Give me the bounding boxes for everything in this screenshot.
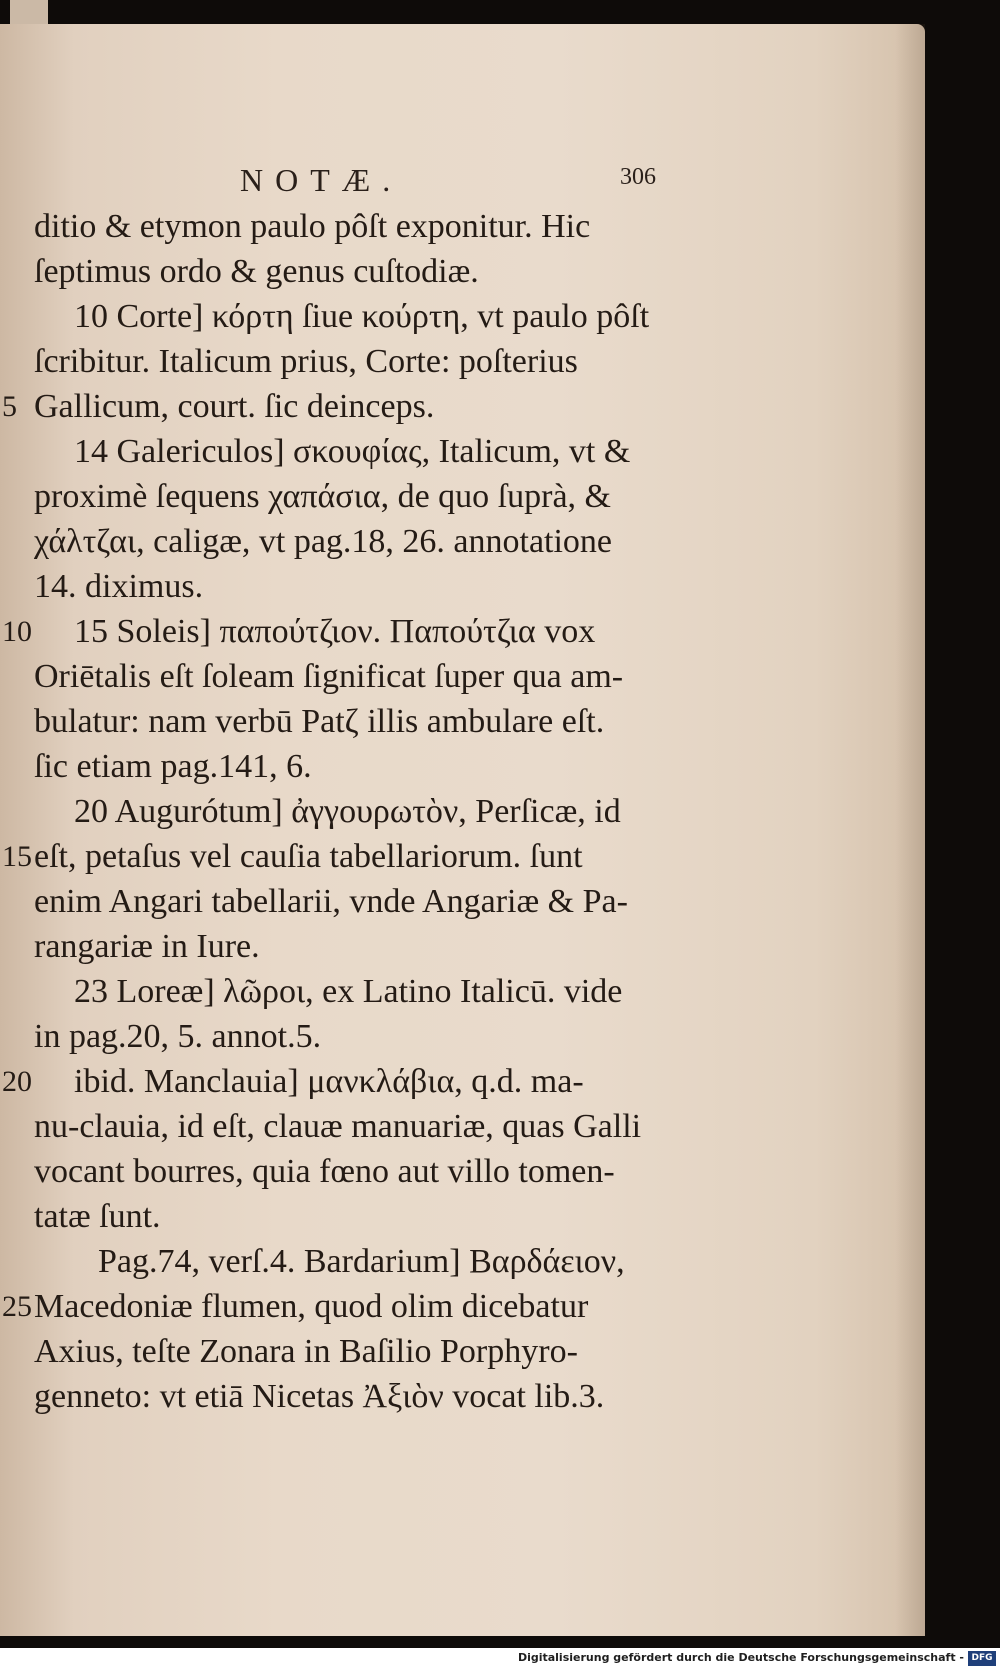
text-line	[34, 564, 704, 609]
text-line	[2, 384, 704, 429]
digitization-footer	[0, 1648, 1000, 1670]
margin-number: 5	[2, 390, 17, 423]
text-block	[2, 204, 704, 1419]
line-text: bulatur: nam verbū Patζ illis ambulare eſt.	[34, 703, 605, 740]
text-line	[34, 1194, 704, 1239]
line-text: Pag.74, verſ.4. Bardarium] Βαρδάειον,	[98, 1243, 625, 1280]
line-text: χάλτζαι, caligæ, vt pag.18, 26. annotatione	[34, 523, 613, 560]
line-text: in pag.20, 5. annot.5.	[34, 1018, 322, 1055]
text-line	[34, 1149, 704, 1194]
text-line	[34, 1239, 704, 1284]
text-line	[2, 609, 704, 654]
line-text: ſic etiam pag.141, 6.	[34, 748, 312, 785]
text-line	[34, 294, 704, 339]
line-text: ſeptimus ordo & genus cuſtodiæ.	[34, 253, 479, 290]
text-line	[34, 1014, 704, 1059]
text-line	[34, 654, 704, 699]
book-page	[0, 24, 925, 1636]
text-line	[34, 879, 704, 924]
text-line	[34, 924, 704, 969]
page-header	[0, 162, 925, 202]
line-text: Macedoniæ flumen, quod olim dicebatur	[34, 1288, 589, 1325]
line-text: nu-clauia, id eſt, clauæ manuariæ, quas Galli	[34, 1108, 642, 1145]
text-line	[34, 474, 704, 519]
line-text: tatæ ſunt.	[34, 1198, 161, 1235]
paper-corner	[10, 0, 48, 26]
text-line	[34, 744, 704, 789]
line-text: 14 Galericulos] σκουφίας, Italicum, vt &	[74, 433, 631, 470]
text-line	[34, 519, 704, 564]
text-line	[34, 969, 704, 1014]
text-line	[34, 699, 704, 744]
text-line	[2, 834, 704, 879]
dfg-logo-icon: DFG	[968, 1651, 996, 1666]
page-number: 306	[620, 164, 656, 190]
line-text: Gallicum, court. ſic deinceps.	[34, 388, 435, 425]
margin-number: 15	[2, 840, 32, 873]
line-text: eſt, petaſus vel cauſia tabellariorum. ſunt	[34, 838, 583, 875]
text-line	[34, 789, 704, 834]
text-line	[2, 1284, 704, 1329]
line-text: Axius, teſte Zonara in Baſilio Porphyro-	[34, 1333, 578, 1370]
line-text: 23 Loreæ] λῶροι, ex Latino Italicū. vide	[74, 973, 623, 1010]
line-text: 15 Soleis] παπούτζιον. Παπούτζια vox	[74, 613, 596, 650]
line-text: ditio & etymon paulo pôſt exponitur. Hic	[34, 208, 591, 245]
text-line	[34, 249, 704, 294]
text-line	[34, 339, 704, 384]
funding-credit: Digitalisierung gefördert durch die Deutsche Forschungsgemeinschaft -	[517, 1651, 964, 1664]
line-text: 14. diximus.	[34, 568, 204, 605]
line-text: rangariæ in Iure.	[34, 928, 260, 965]
line-text: genneto: vt etiā Nicetas Ἀξιὸν vocat lib.3.	[34, 1378, 605, 1415]
line-text: proximè ſequens χαπάσια, de quo ſuprà, &	[34, 478, 611, 515]
running-head: NOTÆ.	[240, 162, 403, 198]
text-line	[2, 1059, 704, 1104]
text-line	[34, 1374, 704, 1419]
line-text: Oriētalis eſt ſoleam ſignificat ſuper qua am-	[34, 658, 624, 695]
line-text: ibid. Manclauia] μανκλάβια, q.d. ma-	[74, 1063, 584, 1100]
text-line	[34, 1104, 704, 1149]
text-line	[34, 204, 704, 249]
text-line	[34, 1329, 704, 1374]
line-text: ſcribitur. Italicum prius, Corte: poſterius	[34, 343, 578, 380]
line-text: 10 Corte] κόρτη ſiue κούρτη, vt paulo pôſt	[74, 298, 650, 335]
line-text: vocant bourres, quia fœno aut villo tomen-	[34, 1153, 615, 1190]
text-line	[34, 429, 704, 474]
margin-number: 10	[2, 615, 32, 648]
margin-number: 25	[2, 1290, 32, 1323]
line-text: enim Angari tabellarii, vnde Angariæ & Pa-	[34, 883, 628, 920]
margin-number: 20	[2, 1065, 32, 1098]
line-text: 20 Augurótum] ἀγγουρωτὸν, Perſicæ, id	[74, 793, 621, 830]
